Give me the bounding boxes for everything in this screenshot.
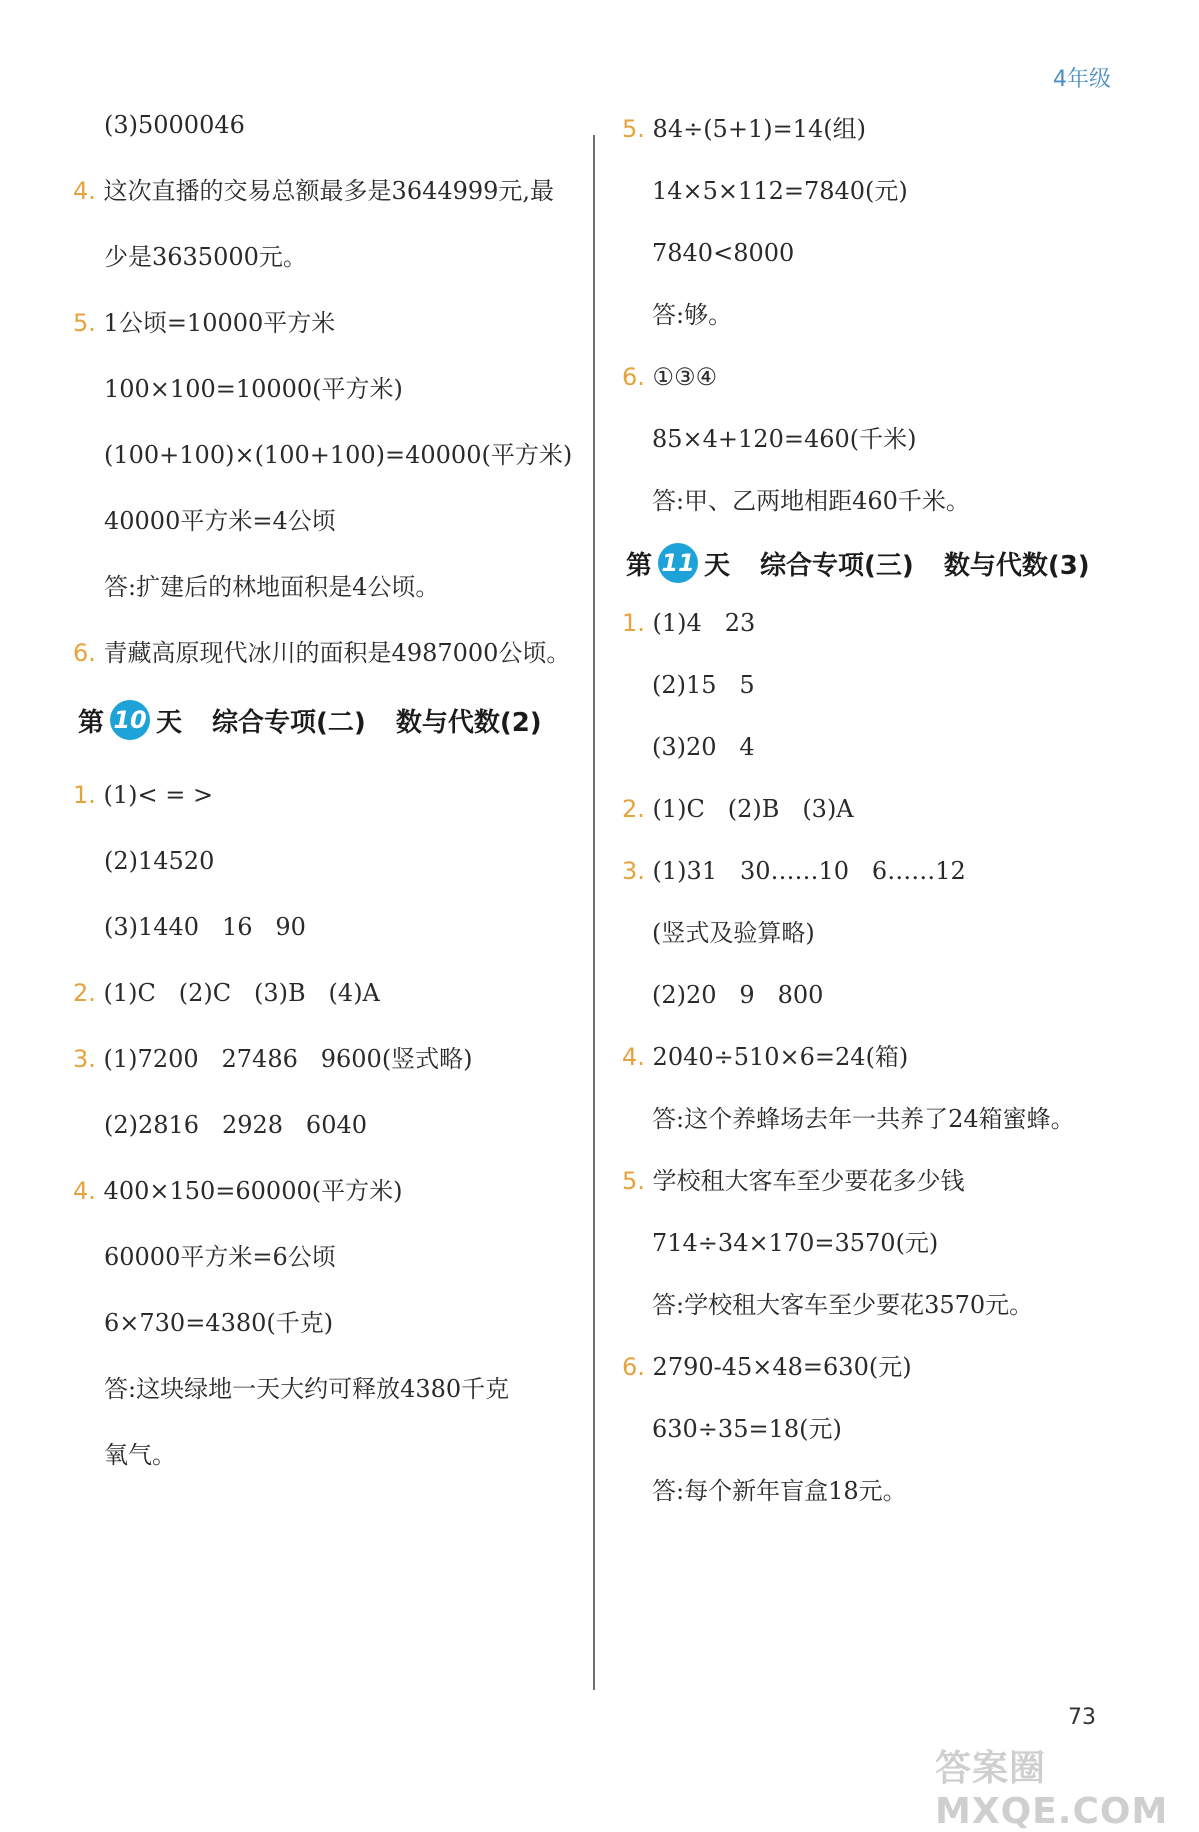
answer-line: 3. (1)7200 27486 9600(竖式略) <box>73 1045 473 1073</box>
answer-line: 5. 学校租大客车至少要花多少钱 <box>622 1167 965 1195</box>
answer-line: 2. (1)C (2)B (3)A <box>622 795 854 823</box>
answer-line: 答:这块绿地一天大约可释放4380千克 <box>104 1375 510 1403</box>
answer-line: 少是3635000元。 <box>104 243 307 271</box>
answer-line: 答:扩建后的林地面积是4公顷。 <box>104 573 440 601</box>
answer-line: 3. (1)31 30……10 6……12 <box>622 857 966 885</box>
section-heading-day-11: 第 11 天 综合专项(三) 数与代数(3) <box>626 538 1090 588</box>
day-badge: 10 <box>110 700 150 740</box>
answer-line: 2. (1)C (2)C (3)B (4)A <box>73 979 380 1007</box>
answer-line: (3)20 4 <box>652 733 755 761</box>
answer-line: 100×100=10000(平方米) <box>104 375 403 403</box>
answer-line: 60000平方米=6公顷 <box>104 1243 336 1271</box>
answer-line: 714÷34×170=3570(元) <box>652 1229 939 1257</box>
answer-line: 1. (1)< = > <box>73 781 214 809</box>
answer-line: (2)14520 <box>104 847 215 875</box>
answer-line: (3)5000046 <box>104 111 245 139</box>
answer-line: 6. 青藏高原现代冰川的面积是4987000公顷。 <box>73 639 571 667</box>
answer-line: 答:这个养蜂场去年一共养了24箱蜜蜂。 <box>652 1105 1075 1133</box>
answer-line: 40000平方米=4公顷 <box>104 507 336 535</box>
answer-line: 氧气。 <box>104 1441 176 1469</box>
answer-line: (2)15 5 <box>652 671 755 699</box>
answer-line: 答:甲、乙两地相距460千米。 <box>652 487 970 515</box>
answer-line: 5. 1公顷=10000平方米 <box>73 309 336 337</box>
answer-line: 6. 2790-45×48=630(元) <box>622 1353 912 1381</box>
column-divider <box>593 135 595 1690</box>
answer-line: (3)1440 16 90 <box>104 913 306 941</box>
grade-label: 4年级 <box>1053 67 1111 92</box>
watermark: 答案圈 MXQE.COM <box>935 1748 1169 1832</box>
answer-line: 答:每个新年盲盒18元。 <box>652 1477 907 1505</box>
answer-line: (2)20 9 800 <box>652 981 824 1009</box>
answer-line: 6. ①③④ <box>622 363 718 391</box>
answer-line: 答:学校租大客车至少要花3570元。 <box>652 1291 1034 1319</box>
answer-line: 4. 2040÷510×6=24(箱) <box>622 1043 909 1071</box>
answer-line: 5. 84÷(5+1)=14(组) <box>622 115 866 143</box>
answer-line: 85×4+120=460(千米) <box>652 425 917 453</box>
section-heading-day-10: 第 10 天 综合专项(二) 数与代数(2) <box>78 695 542 745</box>
page-number: 73 <box>1068 1705 1096 1730</box>
answer-line: 14×5×112=7840(元) <box>652 177 908 205</box>
answer-line: 1. (1)4 23 <box>622 609 756 637</box>
answer-line: 答:够。 <box>652 301 733 329</box>
answer-line: (100+100)×(100+100)=40000(平方米) <box>104 441 573 469</box>
answer-line: 7840<8000 <box>652 239 795 267</box>
answer-line: (2)2816 2928 6040 <box>104 1111 368 1139</box>
answer-line: (竖式及验算略) <box>652 919 815 947</box>
answer-line: 4. 400×150=60000(平方米) <box>73 1177 403 1205</box>
answer-line: 630÷35=18(元) <box>652 1415 842 1443</box>
answer-line: 6×730=4380(千克) <box>104 1309 334 1337</box>
answer-line: 4. 这次直播的交易总额最多是3644999元,最 <box>73 177 555 205</box>
day-badge: 11 <box>658 543 698 583</box>
